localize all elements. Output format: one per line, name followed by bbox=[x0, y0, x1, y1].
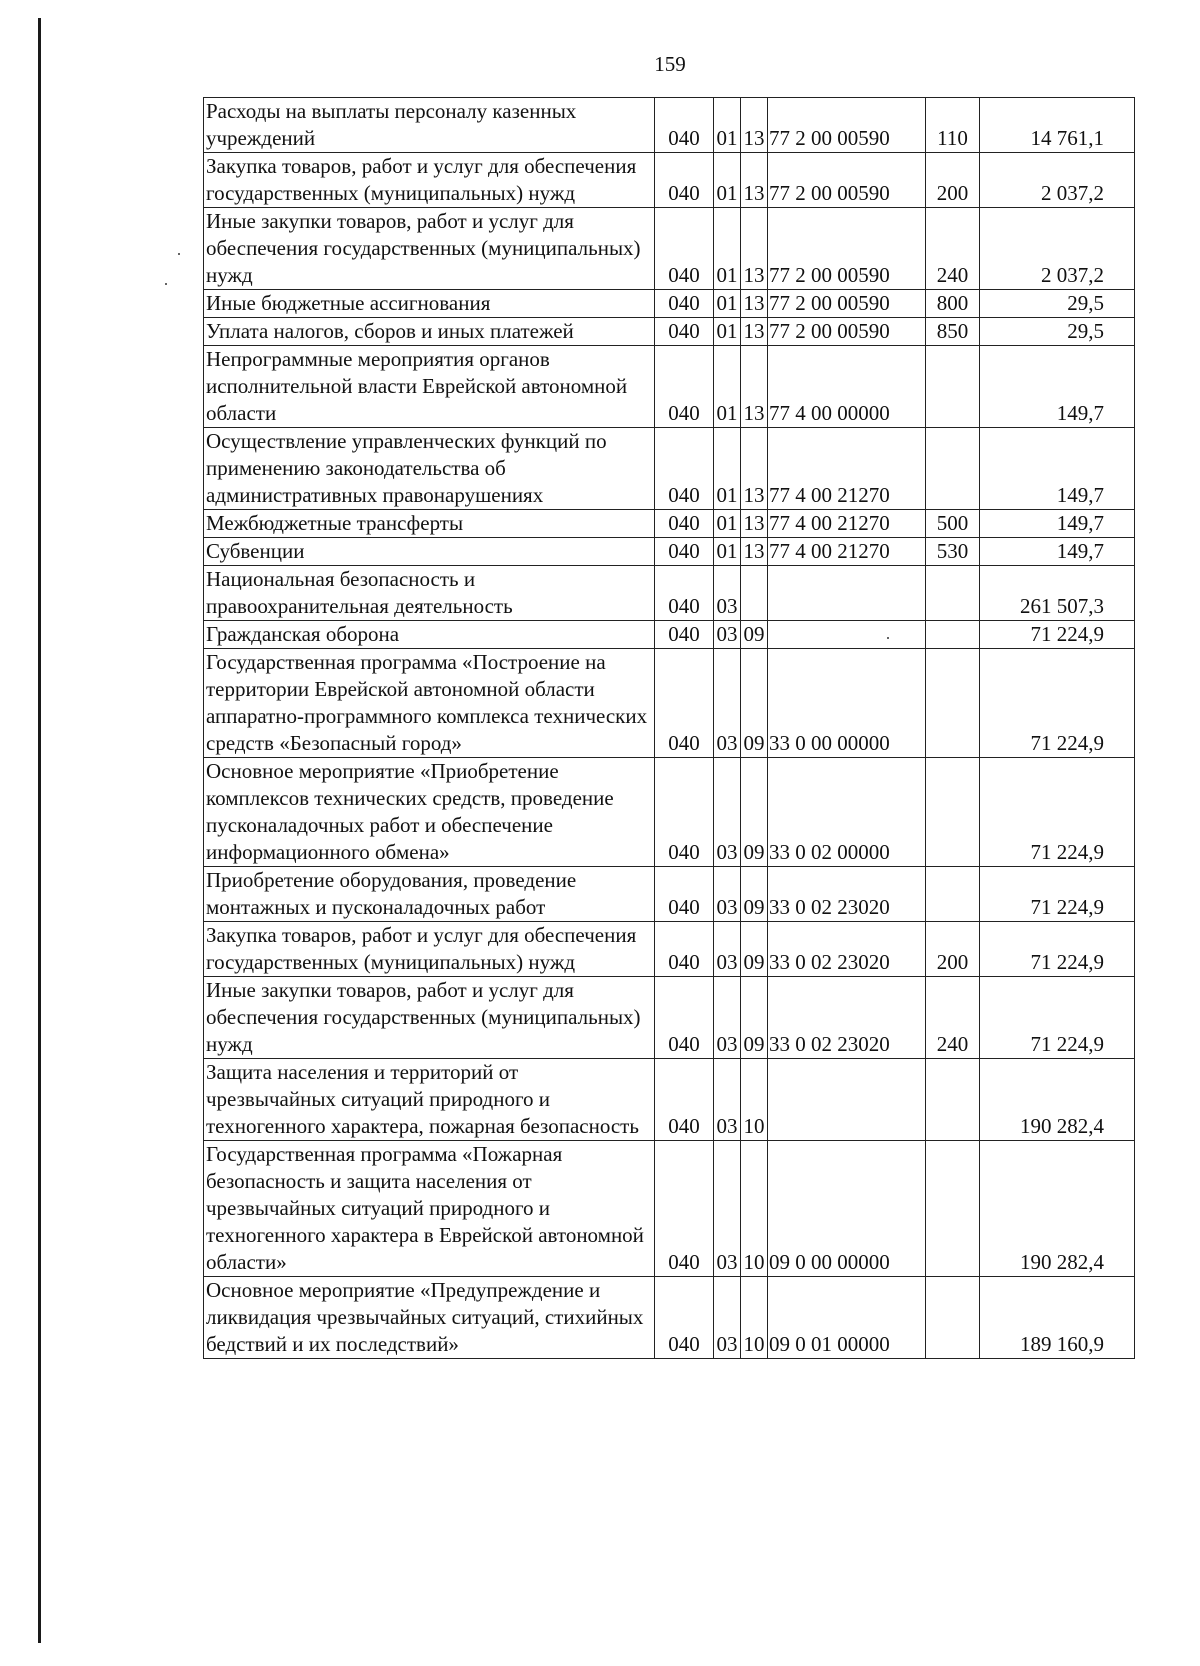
subsection-code bbox=[741, 566, 768, 621]
table-row bbox=[204, 1141, 1135, 1277]
amount: 190 282,4 bbox=[980, 1141, 1135, 1277]
row-name: Расходы на выплаты персоналу казенных учреждений bbox=[204, 98, 655, 153]
table-row bbox=[204, 922, 1135, 977]
section-code: 03 bbox=[714, 1277, 741, 1359]
amount: 14 761,1 bbox=[980, 98, 1135, 153]
target-article-code: 09 0 00 00000 bbox=[768, 1141, 926, 1277]
amount: 149,7 bbox=[980, 346, 1135, 428]
table-row bbox=[204, 428, 1135, 510]
amount: 29,5 bbox=[980, 318, 1135, 346]
section-code: 03 bbox=[714, 1141, 741, 1277]
target-article-code: 33 0 02 23020 bbox=[768, 977, 926, 1059]
subsection-code: 09 bbox=[741, 758, 768, 867]
target-article-code: 33 0 02 23020 bbox=[768, 867, 926, 922]
table-row bbox=[204, 538, 1135, 566]
expense-type-code bbox=[926, 566, 980, 621]
amount: 2 037,2 bbox=[980, 208, 1135, 290]
ministry-code: 040 bbox=[655, 566, 714, 621]
table-row bbox=[204, 867, 1135, 922]
expense-type-code bbox=[926, 758, 980, 867]
amount: 71 224,9 bbox=[980, 758, 1135, 867]
ministry-code: 040 bbox=[655, 1141, 714, 1277]
row-name: Государственная программа «Пожарная безопасность и защита населения от чрезвычайных ситуаций природного и техногенного характера в Еврейской автономной области» bbox=[204, 1141, 655, 1277]
scan-speck bbox=[178, 253, 180, 255]
table-row bbox=[204, 153, 1135, 208]
expense-type-code bbox=[926, 1277, 980, 1359]
row-name: Основное мероприятие «Приобретение комплексов технических средств, проведение пусконаладочных работ и обеспечение информационного обмена» bbox=[204, 758, 655, 867]
subsection-code: 13 bbox=[741, 346, 768, 428]
table-row bbox=[204, 1059, 1135, 1141]
row-name: Закупка товаров, работ и услуг для обеспечения государственных (муниципальных) нужд bbox=[204, 153, 655, 208]
table-row bbox=[204, 758, 1135, 867]
ministry-code: 040 bbox=[655, 867, 714, 922]
expense-type-code: 800 bbox=[926, 290, 980, 318]
subsection-code: 10 bbox=[741, 1141, 768, 1277]
target-article-code bbox=[768, 566, 926, 621]
target-article-code: 77 4 00 21270 bbox=[768, 510, 926, 538]
subsection-code: 09 bbox=[741, 867, 768, 922]
section-code: 01 bbox=[714, 153, 741, 208]
expense-type-code: 850 bbox=[926, 318, 980, 346]
amount: 190 282,4 bbox=[980, 1059, 1135, 1141]
row-name: Межбюджетные трансферты bbox=[204, 510, 655, 538]
amount: 71 224,9 bbox=[980, 649, 1135, 758]
ministry-code: 040 bbox=[655, 98, 714, 153]
ministry-code: 040 bbox=[655, 977, 714, 1059]
expense-type-code: 110 bbox=[926, 98, 980, 153]
scan-speck bbox=[165, 283, 167, 285]
row-name: Непрограммные мероприятия органов исполнительной власти Еврейской автономной области bbox=[204, 346, 655, 428]
row-name: Государственная программа «Построение на территории Еврейской автономной области аппаратно-программного комплекса технических средств «Безопасный город» bbox=[204, 649, 655, 758]
subsection-code: 13 bbox=[741, 318, 768, 346]
expense-type-code bbox=[926, 346, 980, 428]
row-name: Гражданская оборона bbox=[204, 621, 655, 649]
ministry-code: 040 bbox=[655, 621, 714, 649]
amount: 149,7 bbox=[980, 510, 1135, 538]
row-name: Приобретение оборудования, проведение монтажных и пусконаладочных работ bbox=[204, 867, 655, 922]
section-code: 03 bbox=[714, 867, 741, 922]
expense-type-code bbox=[926, 1059, 980, 1141]
ministry-code: 040 bbox=[655, 346, 714, 428]
target-article-code: 77 2 00 00590 bbox=[768, 318, 926, 346]
target-article-code: 77 2 00 00590 bbox=[768, 290, 926, 318]
amount: 71 224,9 bbox=[980, 922, 1135, 977]
amount: 29,5 bbox=[980, 290, 1135, 318]
table-row bbox=[204, 566, 1135, 621]
expense-type-code: 200 bbox=[926, 153, 980, 208]
ministry-code: 040 bbox=[655, 538, 714, 566]
page-number: 159 bbox=[654, 52, 686, 76]
expense-type-code: 240 bbox=[926, 977, 980, 1059]
row-name: Иные закупки товаров, работ и услуг для обеспечения государственных (муниципальных) нужд bbox=[204, 977, 655, 1059]
row-name: Защита населения и территорий от чрезвычайных ситуаций природного и техногенного характера, пожарная безопасность bbox=[204, 1059, 655, 1141]
ministry-code: 040 bbox=[655, 428, 714, 510]
section-code: 01 bbox=[714, 208, 741, 290]
expense-type-code bbox=[926, 649, 980, 758]
target-article-code bbox=[768, 1059, 926, 1141]
subsection-code: 13 bbox=[741, 290, 768, 318]
table-row bbox=[204, 621, 1135, 649]
table-row bbox=[204, 318, 1135, 346]
subsection-code: 13 bbox=[741, 428, 768, 510]
section-code: 01 bbox=[714, 538, 741, 566]
subsection-code: 09 bbox=[741, 922, 768, 977]
target-article-code bbox=[768, 621, 926, 649]
row-name: Закупка товаров, работ и услуг для обеспечения государственных (муниципальных) нужд bbox=[204, 922, 655, 977]
expense-type-code: 530 bbox=[926, 538, 980, 566]
table-row bbox=[204, 290, 1135, 318]
amount: 189 160,9 bbox=[980, 1277, 1135, 1359]
subsection-code: 13 bbox=[741, 510, 768, 538]
amount: 71 224,9 bbox=[980, 867, 1135, 922]
ministry-code: 040 bbox=[655, 290, 714, 318]
target-article-code: 77 4 00 21270 bbox=[768, 428, 926, 510]
section-code: 01 bbox=[714, 290, 741, 318]
subsection-code: 10 bbox=[741, 1277, 768, 1359]
expense-type-code bbox=[926, 867, 980, 922]
amount: 2 037,2 bbox=[980, 153, 1135, 208]
table-row bbox=[204, 208, 1135, 290]
subsection-code: 13 bbox=[741, 208, 768, 290]
target-article-code: 77 4 00 00000 bbox=[768, 346, 926, 428]
section-code: 03 bbox=[714, 758, 741, 867]
amount: 71 224,9 bbox=[980, 621, 1135, 649]
section-code: 01 bbox=[714, 98, 741, 153]
amount: 149,7 bbox=[980, 538, 1135, 566]
ministry-code: 040 bbox=[655, 1277, 714, 1359]
ministry-code: 040 bbox=[655, 1059, 714, 1141]
row-name: Национальная безопасность и правоохранительная деятельность bbox=[204, 566, 655, 621]
subsection-code: 10 bbox=[741, 1059, 768, 1141]
row-name: Субвенции bbox=[204, 538, 655, 566]
binding-margin-line bbox=[38, 18, 41, 1643]
expense-type-code: 500 bbox=[926, 510, 980, 538]
subsection-code: 09 bbox=[741, 649, 768, 758]
target-article-code: 77 2 00 00590 bbox=[768, 153, 926, 208]
section-code: 03 bbox=[714, 649, 741, 758]
subsection-code: 13 bbox=[741, 153, 768, 208]
ministry-code: 040 bbox=[655, 922, 714, 977]
row-name: Осуществление управленческих функций по применению законодательства об административных правонарушениях bbox=[204, 428, 655, 510]
section-code: 01 bbox=[714, 510, 741, 538]
section-code: 01 bbox=[714, 428, 741, 510]
section-code: 03 bbox=[714, 621, 741, 649]
row-name: Основное мероприятие «Предупреждение и ликвидация чрезвычайных ситуаций, стихийных бедствий и их последствий» bbox=[204, 1277, 655, 1359]
row-name: Иные закупки товаров, работ и услуг для обеспечения государственных (муниципальных) нужд bbox=[204, 208, 655, 290]
target-article-code: 33 0 02 23020 bbox=[768, 922, 926, 977]
target-article-code: 77 2 00 00590 bbox=[768, 98, 926, 153]
expense-type-code bbox=[926, 428, 980, 510]
section-code: 03 bbox=[714, 977, 741, 1059]
section-code: 03 bbox=[714, 922, 741, 977]
table-row bbox=[204, 510, 1135, 538]
budget-table-body bbox=[204, 98, 1135, 1359]
budget-table bbox=[203, 97, 1135, 1359]
subsection-code: 13 bbox=[741, 538, 768, 566]
subsection-code: 09 bbox=[741, 977, 768, 1059]
ministry-code: 040 bbox=[655, 153, 714, 208]
table-row bbox=[204, 346, 1135, 428]
ministry-code: 040 bbox=[655, 649, 714, 758]
target-article-code: 77 4 00 21270 bbox=[768, 538, 926, 566]
section-code: 01 bbox=[714, 346, 741, 428]
subsection-code: 09 bbox=[741, 621, 768, 649]
target-article-code: 33 0 02 00000 bbox=[768, 758, 926, 867]
expense-type-code bbox=[926, 621, 980, 649]
table-row bbox=[204, 977, 1135, 1059]
section-code: 03 bbox=[714, 1059, 741, 1141]
ministry-code: 040 bbox=[655, 318, 714, 346]
section-code: 03 bbox=[714, 566, 741, 621]
row-name: Иные бюджетные ассигнования bbox=[204, 290, 655, 318]
target-article-code: 77 2 00 00590 bbox=[768, 208, 926, 290]
ministry-code: 040 bbox=[655, 208, 714, 290]
section-code: 01 bbox=[714, 318, 741, 346]
target-article-code: 33 0 00 00000 bbox=[768, 649, 926, 758]
table-row bbox=[204, 649, 1135, 758]
amount: 261 507,3 bbox=[980, 566, 1135, 621]
expense-type-code: 240 bbox=[926, 208, 980, 290]
table-row bbox=[204, 98, 1135, 153]
expense-type-code: 200 bbox=[926, 922, 980, 977]
subsection-code: 13 bbox=[741, 98, 768, 153]
row-name: Уплата налогов, сборов и иных платежей bbox=[204, 318, 655, 346]
table-row bbox=[204, 1277, 1135, 1359]
amount: 149,7 bbox=[980, 428, 1135, 510]
ministry-code: 040 bbox=[655, 510, 714, 538]
ministry-code: 040 bbox=[655, 758, 714, 867]
target-article-code: 09 0 01 00000 bbox=[768, 1277, 926, 1359]
expense-type-code bbox=[926, 1141, 980, 1277]
amount: 71 224,9 bbox=[980, 977, 1135, 1059]
